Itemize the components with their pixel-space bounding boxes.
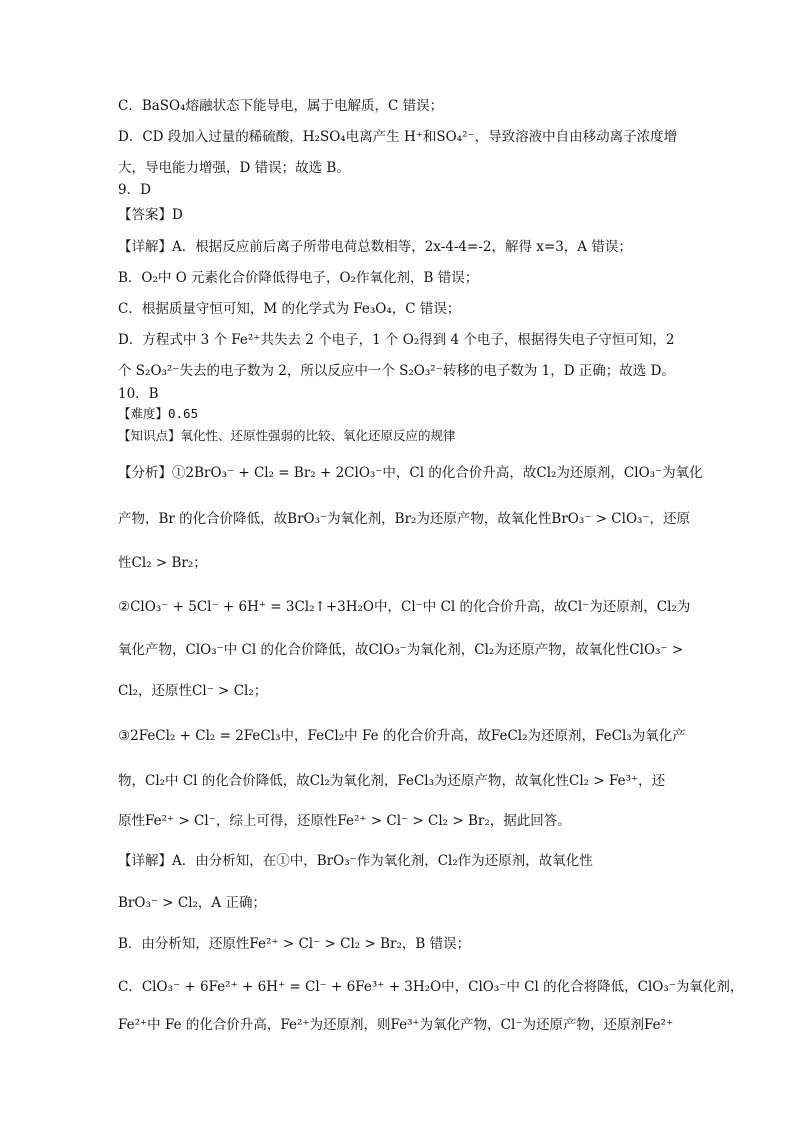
knowledge-point-line: 【知识点】氧化性、还原性强弱的比较、氧化还原反应的规律 — [118, 428, 456, 443]
question-number: 10．B — [118, 386, 159, 402]
text-line: 个 S₂O₃²⁻失去的电子数为 2，所以反应中一个 S₂O₃²⁻转移的电子数为 1，D 正确；故选 D。 — [118, 363, 675, 379]
question-number: 9．D — [118, 182, 151, 198]
text-line: 产物，Br 的化合价降低，故BrO₃⁻为氧化剂，Br₂为还原产物，故氧化性BrO₃⁻ > ClO₃⁻，还原 — [118, 511, 691, 527]
text-line: 性Cl₂ > Br₂； — [118, 555, 207, 571]
text-line: BrO₃⁻ > Cl₂，A 正确； — [118, 895, 266, 911]
text-line: 物，Cl₂中 Cl 的化合价降低，故Cl₂为氧化剂，FeCl₃为还原产物，故氧化性Cl₂ > Fe³⁺，还 — [118, 773, 666, 789]
text-line: D．方程式中 3 个 Fe²⁺共失去 2 个电子，1 个 O₂得到 4 个电子，根据得失电子守恒可知，2 — [118, 332, 675, 348]
text-line: 氧化产物，ClO₃⁻中 Cl 的化合价降低，故ClO₃⁻为氧化剂，Cl₂为还原产物，故氧化性ClO₃⁻ > — [118, 642, 684, 658]
text-line: B．由分析知，还原性Fe²⁺ > Cl⁻ > Cl₂ > Br₂，B 错误； — [118, 936, 471, 952]
answer-line: 【答案】D — [118, 207, 183, 223]
text-line: B．O₂中 O 元素化合价降低得电子，O₂作氧化剂，B 错误； — [118, 270, 479, 286]
text-line: 【详解】A．根据反应前后离子所带电荷总数相等，2x-4-4=-2，解得 x=3，A 错误； — [118, 239, 632, 255]
text-line: 【详解】A．由分析知，在①中，BrO₃⁻作为氧化剂，Cl₂作为还原剂，故氧化性 — [118, 853, 593, 869]
text-line: C．BaSO₄熔融状态下能导电，属于电解质，C 错误； — [118, 98, 444, 114]
text-line: ③2FeCl₂ + Cl₂ = 2FeCl₃中，FeCl₂中 Fe 的化合价升高，故FeCl₂为还原剂，FeCl₃为氧化产 — [118, 728, 686, 744]
text-line: ②ClO₃⁻ + 5Cl⁻ + 6H⁺ = 3Cl₂↑+3H₂O中，Cl⁻中 Cl 的化合价升高，故Cl⁻为还原剂，Cl₂为 — [118, 599, 691, 615]
text-line: Cl₂，还原性Cl⁻ > Cl₂； — [118, 683, 268, 699]
text-line: 原性Fe²⁺ > Cl⁻，综上可得，还原性Fe²⁺ > Cl⁻ > Cl₂ > Br₂，据此回答。 — [118, 813, 571, 829]
difficulty-line: 【难度】0.65 — [118, 406, 199, 421]
text-line: 大，导电能力增强，D 错误；故选 B。 — [118, 160, 350, 176]
text-line: 【分析】①2BrO₃⁻ + Cl₂ = Br₂ + 2ClO₃⁻中，Cl 的化合价升高，故Cl₂为还原剂，ClO₃⁻为氧化 — [118, 465, 703, 481]
text-line: C．根据质量守恒可知，M 的化学式为 Fe₃O₄，C 错误； — [118, 301, 461, 317]
text-line: C．ClO₃⁻ + 6Fe²⁺ + 6H⁺ = Cl⁻ + 6Fe³⁺ + 3H₂O中，ClO₃⁻中 Cl 的化合将降低，ClO₃⁻为氧化剂， — [118, 979, 744, 995]
text-line: D．CD 段加入过量的稀硫酸，H₂SO₄电离产生 H⁺和SO₄²⁻，导致溶液中自由移动离子浓度增 — [118, 129, 678, 145]
text-line: Fe²⁺中 Fe 的化合价升高，Fe²⁺为还原剂，则Fe³⁺为氧化产物，Cl⁻为还原产物，还原剂Fe²⁺ — [118, 1017, 674, 1033]
